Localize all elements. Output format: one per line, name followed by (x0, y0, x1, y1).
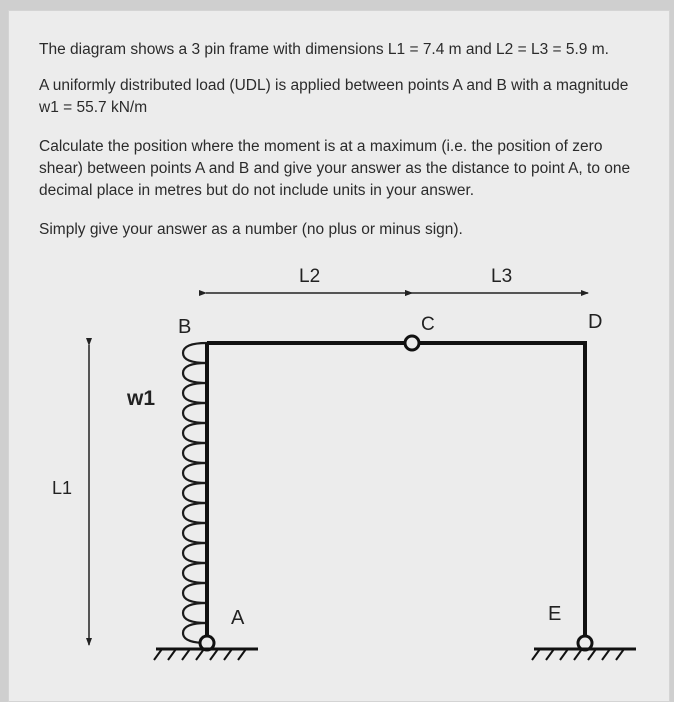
pin-support-e (532, 636, 636, 660)
point-e-label: E (548, 603, 562, 625)
question-paragraph-dimensions: The diagram shows a 3 pin frame with dimensions L1 = 7.4 m and L2 = L3 = 5.9 m. (39, 41, 609, 58)
l2-label: L2 (299, 266, 321, 287)
point-c-label: C (421, 314, 435, 335)
l3-label: L3 (491, 266, 513, 287)
point-d-label: D (588, 311, 603, 333)
point-a-label: A (231, 607, 245, 629)
udl-load (183, 343, 207, 643)
l1-label: L1 (52, 478, 73, 498)
point-b-label: B (178, 316, 192, 338)
question-paragraph-task: Calculate the position where the moment is at a maximum (i.e. the position of zero shear) between points A and B and give your answer as the distance to point A, to one decimal place in metres but do not include units in your answer. (39, 138, 631, 199)
w1-label: w1 (127, 387, 156, 410)
pin-c (405, 336, 419, 350)
pin-support-a (154, 636, 258, 660)
question-paragraph-load: A uniformly distributed load (UDL) is applied between points A and B with a magnitude w1 = 55.7 kN/m (39, 77, 629, 116)
question-paragraph-instruction: Simply give your answer as a number (no plus or minus sign). (39, 221, 463, 238)
